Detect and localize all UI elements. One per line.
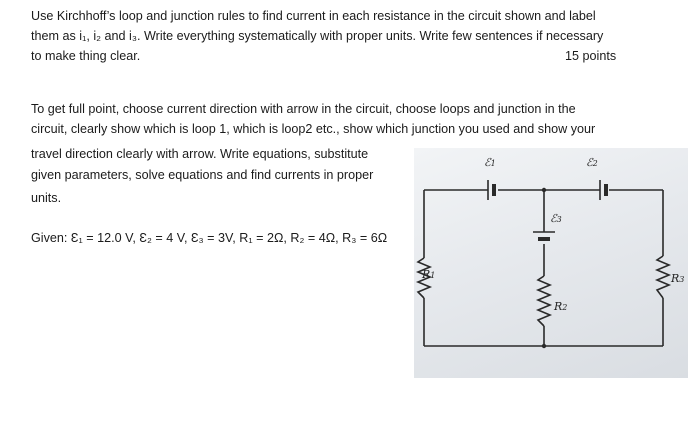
instructions-line-3: travel direction clearly with arrow. Write equations, substitute — [31, 147, 369, 161]
circuit-wires — [414, 148, 688, 378]
emf2-label: ℰ2 — [586, 156, 598, 169]
question-line-1: Use Kirchhoff’s loop and junction rules to find current in each resistance in the circuit shown and label — [31, 9, 596, 23]
r3-label: R3 — [671, 272, 685, 285]
instructions-line-2: circuit, clearly show which is loop 1, which is loop2 etc., show which junction you used and show your — [31, 122, 596, 136]
instructions-line-5: units. — [31, 191, 62, 205]
instructions-line-4: given parameters, solve equations and find currents in proper — [31, 168, 374, 182]
instructions-line-1: To get full point, choose current direction with arrow in the circuit, choose loops and junction in the — [31, 102, 576, 116]
emf3-label: ℰ3 — [550, 212, 562, 225]
question-line-3: to make thing clear. — [31, 49, 141, 63]
r1-label: R1 — [422, 268, 436, 281]
given-values: Given: Ɛ₁ = 12.0 V, Ɛ₂ = 4 V, Ɛ₃ = 3V, R₁ = 2Ω, R₂ = 4Ω, R₃ = 6Ω — [31, 231, 388, 245]
question-line-2: them as i₁, i₂ and i₃. Write everything systematically with proper units. Write few sentences if necessary — [31, 29, 604, 43]
circuit-diagram — [414, 148, 688, 378]
points-label: 15 points — [565, 49, 617, 63]
emf1-label: ℰ1 — [484, 156, 496, 169]
r2-label: R2 — [554, 300, 568, 313]
